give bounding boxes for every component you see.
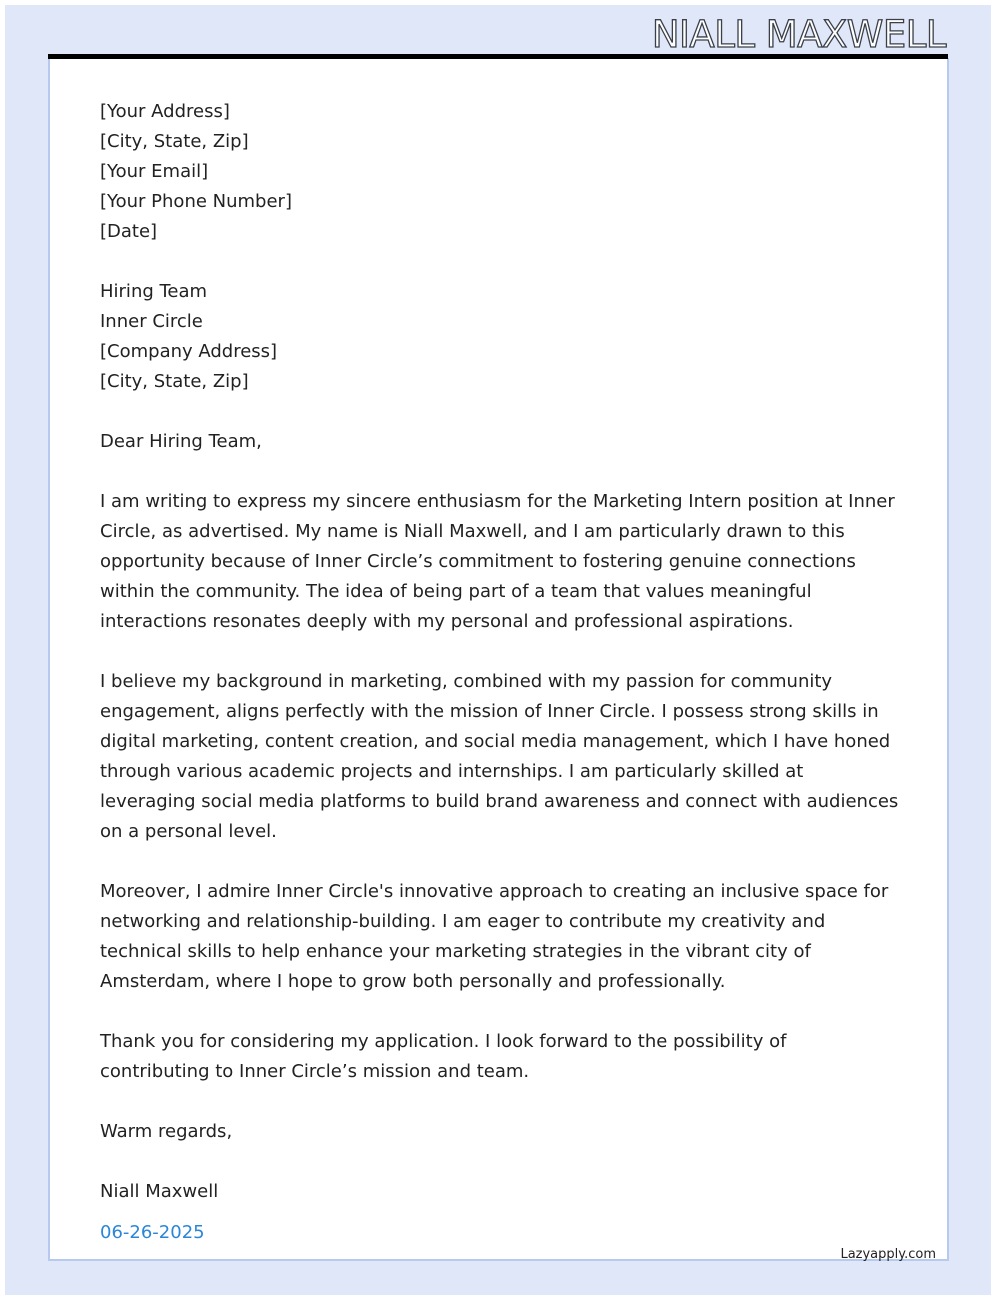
sender-block: [100, 97, 900, 247]
sender-phone: [Your Phone Number]: [100, 191, 292, 212]
recipient-team: Hiring Team: [100, 281, 208, 302]
watermark-text: Lazyapply.com: [840, 1247, 936, 1262]
signature-name: Niall Maxwell: [100, 1181, 219, 1202]
body-paragraph-1: I am writing to express my sincere enthusiasm for the Marketing Intern position at Inner Circle, as advertised. My name is Niall Maxwell, and I am particularly drawn to this opportunity because of Inner Circle’s commitment to fostering genuine connections within the community. The idea of being part of a team that values meaningful interactions resonates deeply with my personal and professional aspirations.: [100, 491, 895, 632]
sender-date: [Date]: [100, 221, 158, 242]
body-paragraph-4: Thank you for considering my application. I look forward to the possibility of contributing to Inner Circle’s mission and team.: [100, 1031, 787, 1082]
sender-city-state-zip: [City, State, Zip]: [100, 131, 249, 152]
recipient-company: Inner Circle: [100, 311, 203, 332]
recipient-block: [100, 277, 900, 397]
recipient-city-state-zip: [City, State, Zip]: [100, 371, 249, 392]
body-paragraph-3: Moreover, I admire Inner Circle's innovative approach to creating an inclusive space for networking and relationship-building. I am eager to contribute my creativity and technical skills to help enhance your marketing strategies in the vibrant city of Amsterdam, where I hope to grow both personally and professionally.: [100, 881, 889, 992]
sender-email: [Your Email]: [100, 161, 209, 182]
sender-address: [Your Address]: [100, 101, 230, 122]
letter-body: [100, 97, 900, 1237]
document-date: 06-26-2025: [100, 1222, 205, 1243]
closing: Warm regards,: [100, 1121, 233, 1142]
recipient-address: [Company Address]: [100, 341, 278, 362]
body-paragraph-2: I believe my background in marketing, combined with my passion for community engagement, aligns perfectly with the mission of Inner Circle. I possess strong skills in digital marketing, content creation, and social media management, which I have honed through various academic projects and internships. I am particularly skilled at leveraging social media platforms to build brand awareness and connect with audiences on a personal level.: [100, 671, 899, 842]
applicant-name-title: NIALL MAXWELL: [651, 13, 946, 56]
salutation: Dear Hiring Team,: [100, 431, 262, 452]
